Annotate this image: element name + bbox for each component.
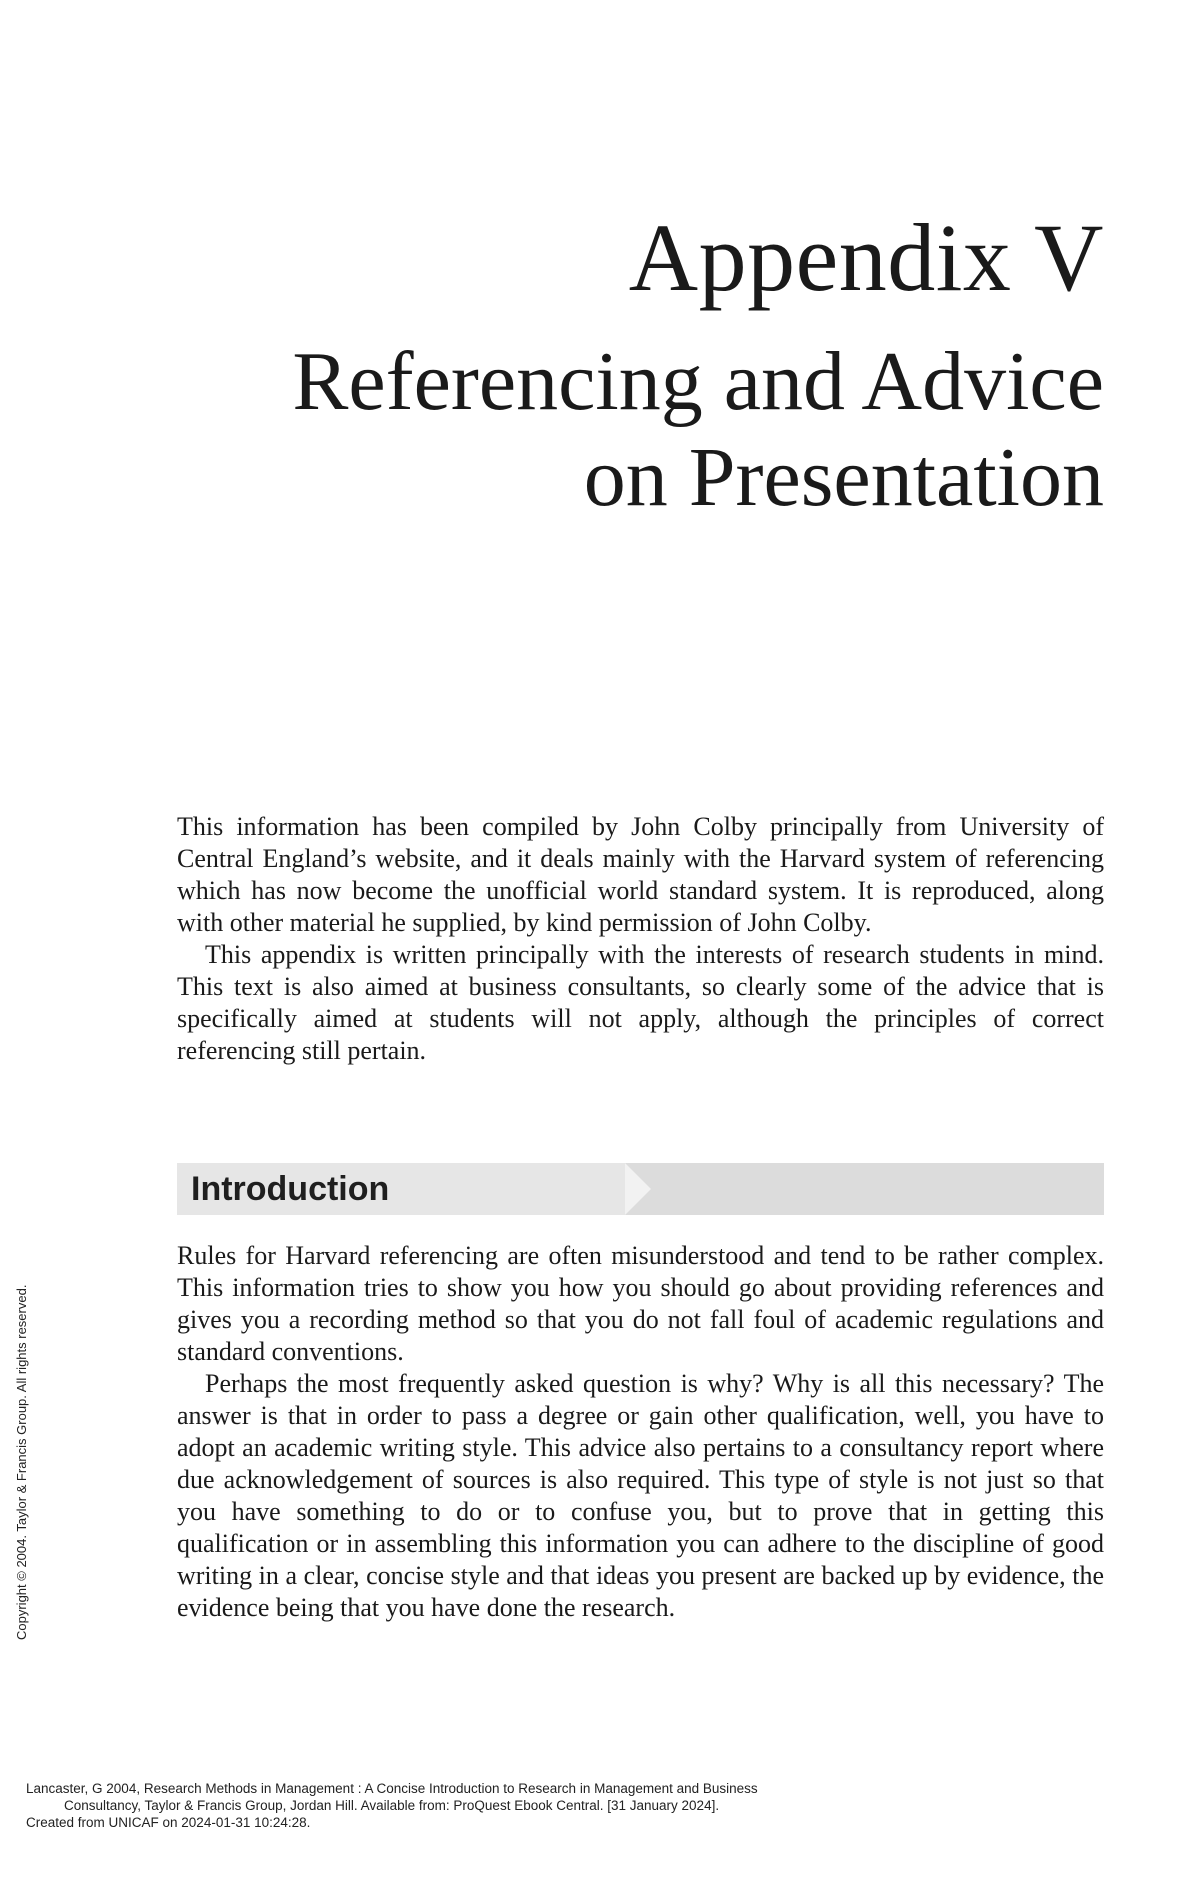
- section-paragraph-1: Rules for Harvard referencing are often misunderstood and tend to be rather complex. This information tries to show you how you should go about providing references and gives you a recording method so that you do not fall foul of academic regulations and standard conventions.: [177, 1241, 1104, 1366]
- side-copyright-notice: Copyright © 2004. Taylor & Francis Group. All rights reserved.: [14, 1284, 29, 1640]
- footer-created-line: Created from UNICAF on 2024-01-31 10:24:28.: [26, 1815, 311, 1830]
- section-paragraph-2: Perhaps the most frequently asked question is why? Why is all this necessary? The answer is that in order to pass a degree or gain other qualification, well, you have to adopt an academic writing style. This advice also pertains to a consultancy report where due acknowledgement of sources is also required. This type of style is not just so that you have something to do or to confuse you, but to prove that in getting this qualification or in assembling this information you can adhere to the discipline of good writing in a clear, concise style and that ideas you present are backed up by evidence, the evidence being that you have done the research.: [177, 1369, 1104, 1622]
- appendix-label: Appendix V: [628, 204, 1104, 311]
- chapter-title: [204, 334, 1104, 526]
- footer-citation-line-1: Lancaster, G 2004, Research Methods in Management : A Concise Introduction to Research in Management and Business: [26, 1781, 758, 1796]
- footer-citation-line-2: Consultancy, Taylor & Francis Group, Jordan Hill. Available from: ProQuest Ebook Central. [31 January 2024].: [64, 1798, 720, 1813]
- section-heading-bar: [177, 1163, 1104, 1215]
- intro-paragraph-2: This appendix is written principally with the interests of research students in mind. This text is also aimed at business consultants, so clearly some of the advice that is specifically aimed at students will not apply, although the principles of correct referencing still pertain.: [177, 940, 1104, 1065]
- chapter-title-line-1: Referencing and Advice: [292, 335, 1104, 428]
- page-footer: [26, 1780, 1176, 1831]
- chapter-title-line-2: on Presentation: [583, 431, 1104, 524]
- intro-text-block: [177, 811, 1104, 1067]
- section-text-block: [177, 1240, 1104, 1624]
- section-heading: Introduction: [191, 1170, 390, 1208]
- heading-arrow-shape: [625, 1163, 651, 1215]
- intro-paragraph-1: This information has been compiled by John Colby principally from University of Central England’s website, and it deals mainly with the Harvard system of referencing which has now become the unofficial world standard system. It is reproduced, along with other material he supplied, by kind permission of John Colby.: [177, 812, 1104, 937]
